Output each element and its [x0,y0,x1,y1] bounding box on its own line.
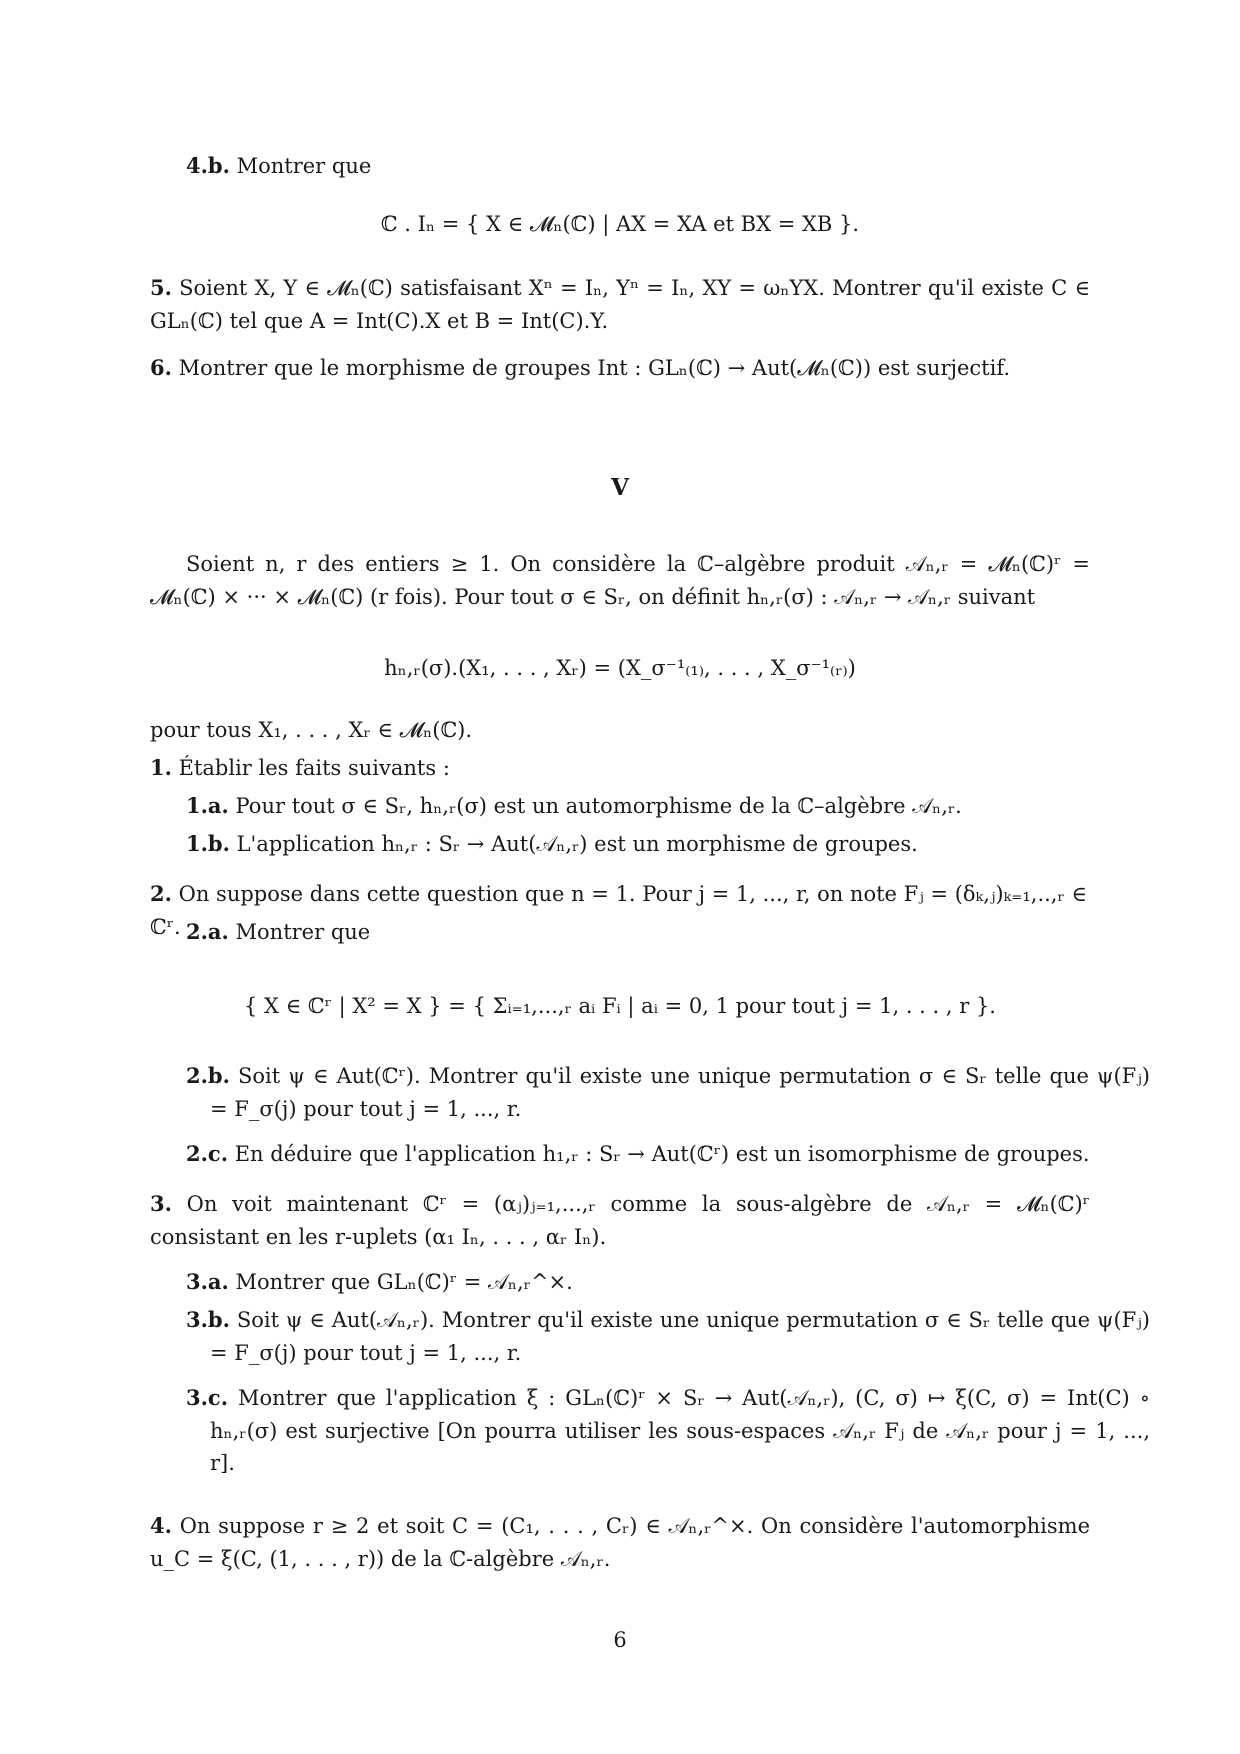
question-1b [150,828,1126,861]
question-number: 3.b. [186,1307,230,1332]
question-2b [150,1060,1150,1125]
question-3b [150,1304,1150,1369]
question-1a [150,790,1126,823]
question-number: 3.c. [186,1385,229,1410]
question-number: 4. [150,1513,172,1538]
section-intro: Soient n, r des entiers ≥ 1. On considère la ℂ–algèbre produit 𝒜ₙ,ᵣ = 𝓜ₙ(ℂ)ʳ = 𝓜ₙ(ℂ) × ··· × 𝓜ₙ(ℂ) (r fois). Pour tout σ ∈ Sᵣ, on définit hₙ,ᵣ(σ) : 𝒜ₙ,ᵣ → 𝒜ₙ,ᵣ suivant [150,552,1090,609]
question-2a [150,916,1126,949]
question-text: Montrer que [235,920,371,944]
section-heading: V [611,474,629,501]
question-number: 6. [150,355,172,380]
question-3c [150,1382,1150,1480]
question-2c [150,1138,1126,1171]
question-number: 2.c. [186,1141,229,1166]
equation-commutant: ℂ . Iₙ = { X ∈ 𝓜ₙ(ℂ) | AX = XA et BX = XB }. [380,212,860,236]
question-text: On suppose r ≥ 2 et soit C = (C₁, . . . , Cᵣ) ∈ 𝒜ₙ,ᵣ^×. On considère l'automorphisme u_C = ξ(C, (1, . . . , r)) de la ℂ-algèbre 𝒜ₙ,ᵣ. [150,1514,1091,1571]
question-number: 1. [150,755,172,780]
question-text: L'application hₙ,ᵣ : Sᵣ → Aut(𝒜ₙ,ᵣ) est un morphisme de groupes. [236,832,918,856]
question-3 [150,1188,1090,1253]
question-number: 1.b. [186,831,230,856]
question-number: 1.a. [186,793,229,818]
question-text: Soit ψ ∈ Aut(𝒜ₙ,ᵣ). Montrer qu'il existe une unique permutation σ ∈ Sᵣ telle que ψ(Fⱼ) = F_σ(j) pour tout j = 1, ..., r. [210,1308,1150,1365]
question-text: Soit ψ ∈ Aut(ℂʳ). Montrer qu'il existe une unique permutation σ ∈ Sᵣ telle que ψ(Fⱼ) = F_σ(j) pour tout j = 1, ..., r. [210,1064,1150,1121]
intro-continuation: pour tous X₁, . . . , Xᵣ ∈ 𝓜ₙ(ℂ). [150,718,473,742]
question-5 [150,272,1090,337]
question-text: Pour tout σ ∈ Sᵣ, hₙ,ᵣ(σ) est un automorphisme de la ℂ–algèbre 𝒜ₙ,ᵣ. [235,794,962,818]
question-number: 2.a. [186,919,229,944]
question-number: 3.a. [186,1269,229,1294]
question-text: Montrer que [236,154,372,178]
question-number: 5. [150,275,172,300]
question-number: 3. [150,1191,172,1216]
question-number: 4.b. [186,153,230,178]
question-4b [150,150,1126,183]
page-number: 6 [613,1628,627,1652]
question-text: Montrer que GLₙ(ℂ)ʳ = 𝒜ₙ,ᵣ^×. [235,1270,573,1294]
equation-permutation-action: hₙ,ᵣ(σ).(X₁, . . . , Xᵣ) = (X_σ⁻¹₍₁₎, . . . , X_σ⁻¹₍ᵣ₎) [384,656,856,680]
question-4 [150,1510,1090,1575]
question-text: Soient X, Y ∈ 𝓜ₙ(ℂ) satisfaisant Xⁿ = Iₙ, Yⁿ = Iₙ, XY = ωₙYX. Montrer qu'il existe C ∈ GLₙ(ℂ) tel que A = Int(C).X et B = Int(C).Y. [150,276,1090,333]
question-6 [150,352,1090,385]
question-text: Montrer que l'application ξ : GLₙ(ℂ)ʳ × Sᵣ → Aut(𝒜ₙ,ᵣ), (C, σ) ↦ ξ(C, σ) = Int(C) ∘ hₙ,ᵣ(σ) est surjective [On pourra utiliser les sous-espaces 𝒜ₙ,ᵣ Fⱼ de 𝒜ₙ,ᵣ pour j = 1, ..., r]. [210,1386,1150,1476]
question-number: 2.b. [186,1063,230,1088]
question-3a [150,1266,1126,1299]
question-text: Montrer que le morphisme de groupes Int : GLₙ(ℂ) → Aut(𝓜ₙ(ℂ)) est surjectif. [178,356,1011,380]
question-text: En déduire que l'application h₁,ᵣ : Sᵣ → Aut(ℂʳ) est un isomorphisme de groupes. [234,1142,1090,1166]
question-text: On suppose dans cette question que n = 1. Pour j = 1, ..., r, on note Fⱼ = (δₖ,ⱼ)ₖ₌₁,..,ᵣ ∈ ℂʳ. [150,882,1087,939]
question-number: 2. [150,881,172,906]
question-1 [150,752,1090,785]
question-text: On voit maintenant ℂʳ = (αⱼ)ⱼ₌₁,...,ᵣ comme la sous-algèbre de 𝒜ₙ,ᵣ = 𝓜ₙ(ℂ)ʳ consistant en les r-uplets (α₁ Iₙ, . . . , αᵣ Iₙ). [150,1192,1090,1249]
equation-idempotents: { X ∈ ℂʳ | X² = X } = { Σᵢ₌₁,...,ᵣ aᵢ Fᵢ | aᵢ = 0, 1 pour tout j = 1, . . . , r }. [244,994,996,1018]
question-text: Établir les faits suivants : [178,756,450,780]
